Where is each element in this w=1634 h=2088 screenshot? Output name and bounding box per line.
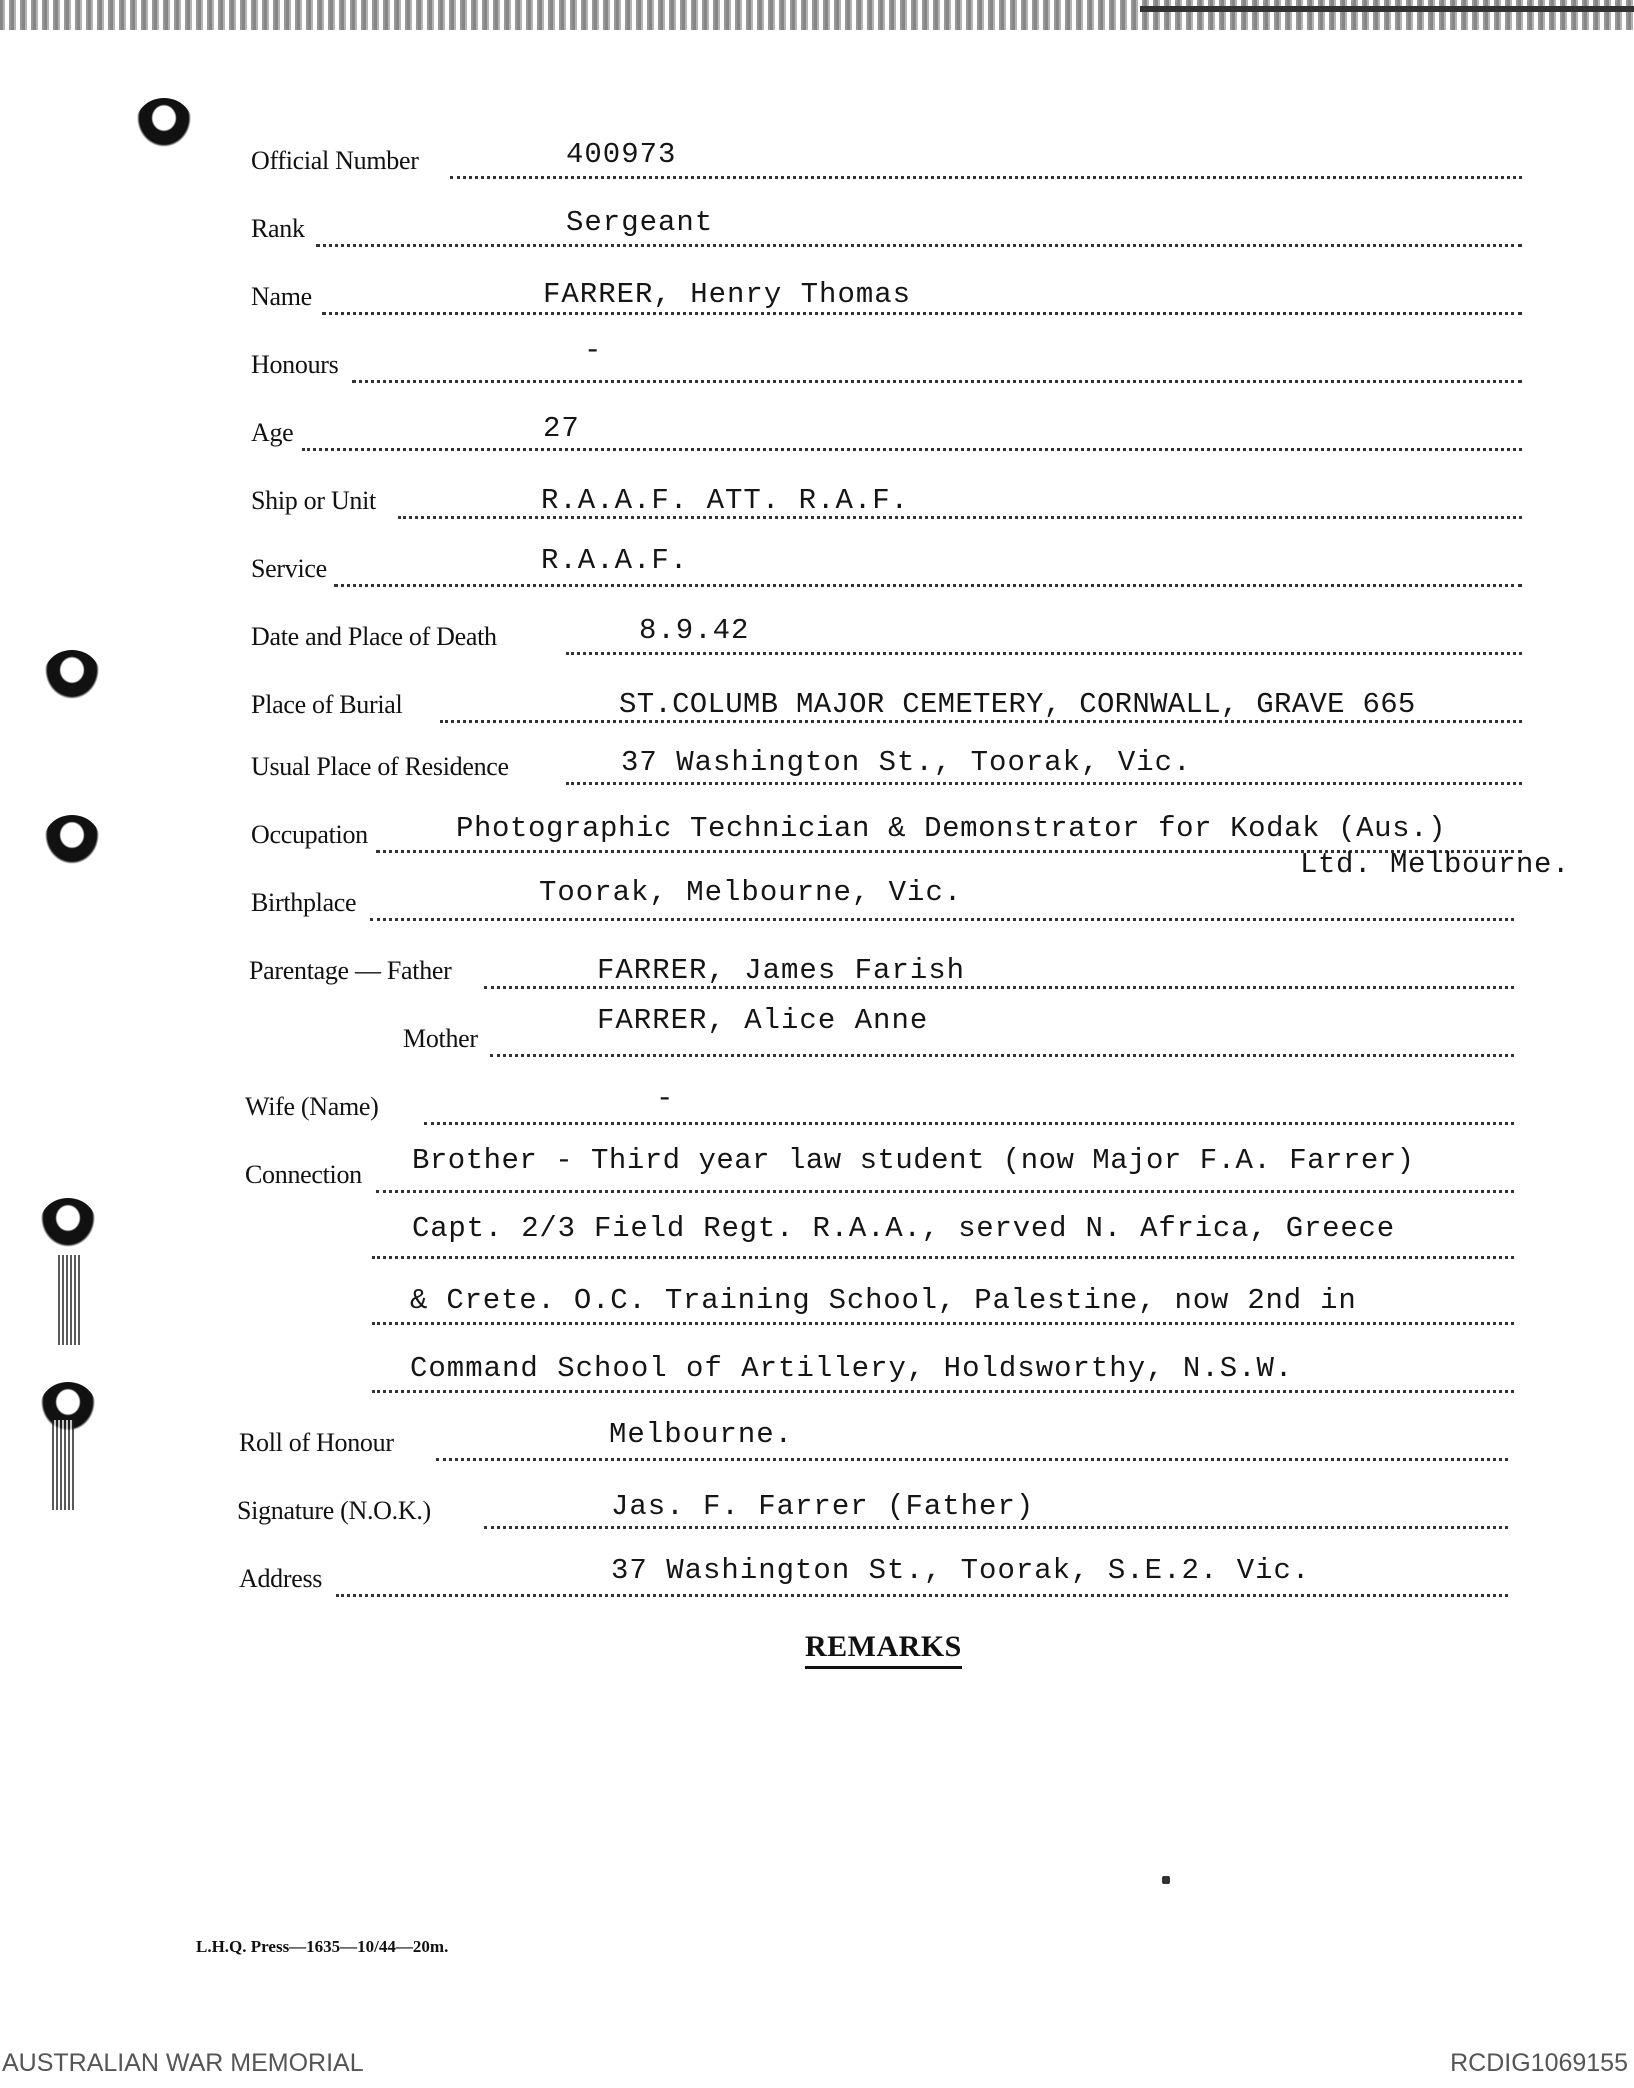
place-of-burial-label: Place of Burial [251, 690, 403, 719]
scan-edge-line [1140, 6, 1634, 12]
dotted-rule [484, 1526, 1508, 1529]
dotted-rule [424, 1122, 1514, 1125]
place-of-burial-value: ST.COLUMB MAJOR CEMETERY, CORNWALL, GRAVE 665 [619, 688, 1416, 721]
date-place-death-value: 8.9.42 [639, 614, 750, 647]
signature-value: Jas. F. Farrer (Father) [611, 1490, 1035, 1523]
wife-label: Wife (Name) [245, 1092, 379, 1121]
dotted-rule [566, 652, 1522, 655]
occupation-value: Photographic Technician & Demonstrator for Kodak (Aus.) [456, 812, 1447, 845]
punch-hole-icon [40, 1198, 96, 1248]
roll-of-honour-value: Melbourne. [609, 1418, 794, 1451]
scan-smudge [58, 1255, 80, 1345]
dotted-rule [372, 1322, 1514, 1325]
dotted-rule [302, 448, 1522, 451]
dotted-rule [376, 1190, 1514, 1193]
honours-label: Honours [251, 350, 339, 379]
scan-speck [1162, 1876, 1170, 1884]
age-value: 27 [543, 412, 580, 445]
rank-value: Sergeant [566, 206, 714, 239]
dotted-rule [352, 380, 1522, 383]
connection-line-2: Capt. 2/3 Field Regt. R.A.A., served N. Africa, Greece [412, 1212, 1395, 1245]
dotted-rule [490, 1054, 1514, 1057]
punch-hole-icon [136, 98, 192, 148]
birthplace-label: Birthplace [251, 888, 357, 917]
signature-label: Signature (N.O.K.) [237, 1496, 431, 1525]
official-number-label: Official Number [251, 146, 419, 175]
dotted-rule [370, 918, 1514, 921]
date-place-death-label: Date and Place of Death [251, 622, 497, 651]
name-label: Name [251, 282, 312, 311]
dotted-rule [450, 176, 1522, 179]
father-label: Parentage — Father [249, 956, 452, 985]
usual-residence-label: Usual Place of Residence [251, 752, 509, 781]
connection-line-3: & Crete. O.C. Training School, Palestine, now 2nd in [410, 1284, 1357, 1317]
scan-edge-noise [0, 0, 1634, 30]
ship-or-unit-value: R.A.A.F. ATT. R.A.F. [541, 484, 910, 517]
connection-line-1: Brother - Third year law student (now Major F.A. Farrer) [412, 1144, 1415, 1177]
usual-residence-value: 37 Washington St., Toorak, Vic. [621, 746, 1192, 779]
service-label: Service [251, 554, 327, 583]
remarks-heading: REMARKS [805, 1630, 962, 1669]
connection-line-4: Command School of Artillery, Holdsworthy, N.S.W. [410, 1352, 1294, 1385]
archive-credit: AUSTRALIAN WAR MEMORIAL [2, 2049, 364, 2077]
dotted-rule [334, 584, 1522, 587]
honours-value: - [584, 334, 603, 367]
father-value: FARRER, James Farish [597, 954, 966, 987]
service-value: R.A.A.F. [541, 544, 689, 577]
scan-smudge [52, 1420, 74, 1510]
punch-hole-icon [44, 815, 100, 865]
press-mark: L.H.Q. Press—1635—10/44—20m. [196, 1937, 449, 1956]
wife-value: - [656, 1082, 675, 1115]
mother-label: Mother [403, 1024, 478, 1053]
roll-of-honour-label: Roll of Honour [239, 1428, 394, 1457]
connection-label: Connection [245, 1160, 362, 1189]
dotted-rule [372, 1256, 1514, 1259]
address-value: 37 Washington St., Toorak, S.E.2. Vic. [611, 1554, 1311, 1587]
archive-id: RCDIG1069155 [1450, 2049, 1628, 2077]
dotted-rule [336, 1594, 1508, 1597]
address-label: Address [239, 1564, 323, 1593]
dotted-rule [436, 1458, 1508, 1461]
punch-hole-icon [44, 650, 100, 700]
dotted-rule [322, 312, 1522, 315]
age-label: Age [251, 418, 294, 447]
ship-or-unit-label: Ship or Unit [251, 486, 376, 515]
dotted-rule [316, 244, 1522, 247]
rank-label: Rank [251, 214, 305, 243]
occupation-value-continued: Ltd. Melbourne. [1300, 848, 1571, 881]
birthplace-value: Toorak, Melbourne, Vic. [539, 876, 963, 909]
dotted-rule [566, 782, 1522, 785]
dotted-rule [372, 1390, 1514, 1393]
name-value: FARRER, Henry Thomas [543, 278, 912, 311]
mother-value: FARRER, Alice Anne [597, 1004, 929, 1037]
official-number-value: 400973 [566, 138, 677, 171]
occupation-label: Occupation [251, 820, 368, 849]
